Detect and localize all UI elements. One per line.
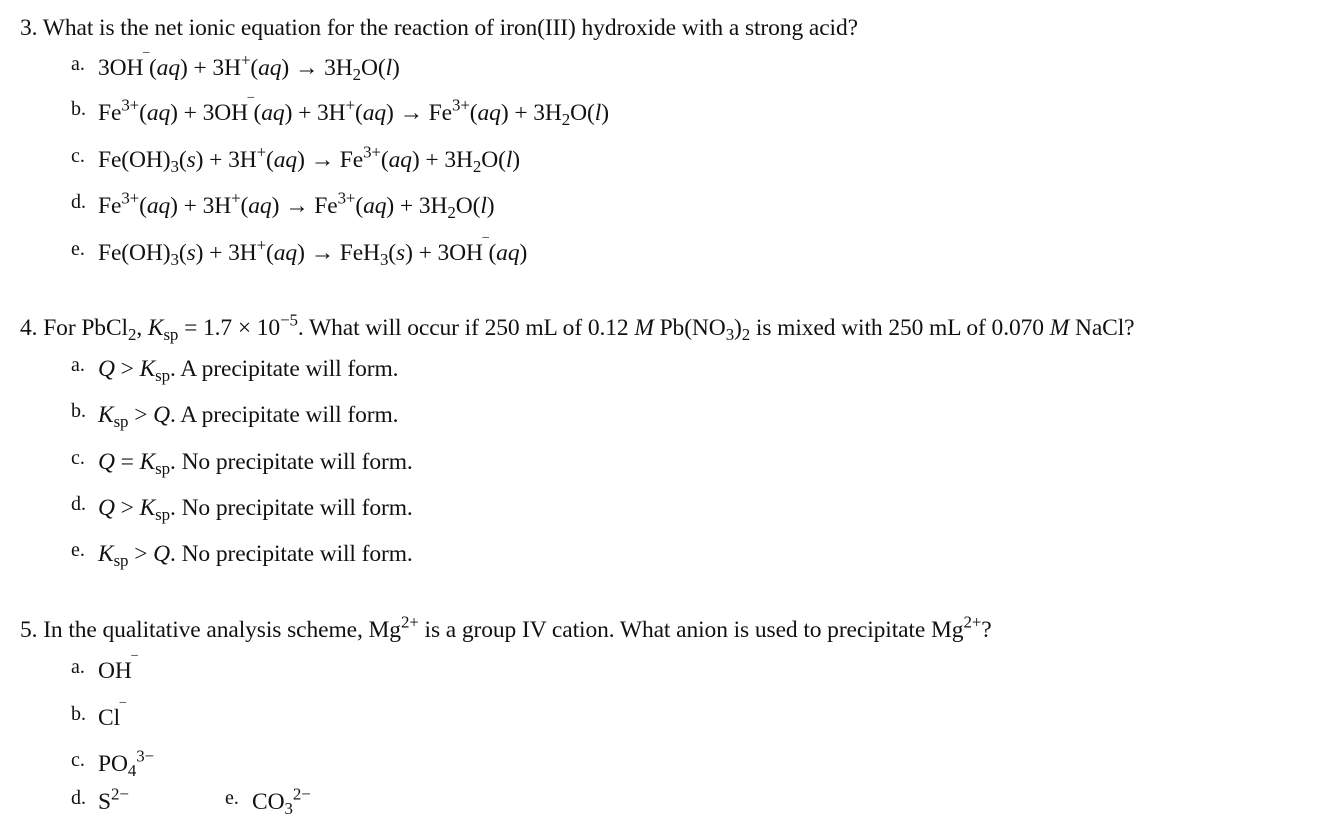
option-text: $Fe(OH)_3(s) + 3H^+(aq) \to FeH_3(s) + 3OH^‾(aq)$ (98, 235, 528, 270)
option-text: $Fe^{3+}(aq) + 3OH^‾(aq) + 3H^+(aq) \to Fe^{3+}(aq) + 3H_2O(l)$ (98, 95, 609, 130)
option-text: $K_{sp} > Q$. No precipitate will form. (98, 541, 413, 571)
option-text: $PO_4^{3-}$ (98, 746, 154, 781)
option-label: a. (71, 354, 85, 376)
option-label: a. (71, 53, 85, 75)
option-text: $S^{2-}$ (98, 784, 129, 815)
option-label: e. (71, 238, 85, 260)
option-label: c. (71, 447, 85, 469)
option-label: e. (71, 539, 85, 561)
option-text: $Q > K_{sp}$. No precipitate will form. (98, 495, 413, 525)
question-4-stem: 4. For PbCl$_2$, $K_{sp} = 1.7 \times 10^{-5}$. What will occur if 250 mL of 0.12 M $Pb(NO_3)_2$ is mixed with 250 mL of 0.070 M NaCl? (20, 310, 1135, 345)
option-label: c. (71, 145, 85, 167)
option-text: $Fe(OH)_3(s) + 3H^+(aq) \to Fe^{3+}(aq) + 3H_2O(l)$ (98, 142, 520, 177)
option-text: Cl‾ (98, 700, 126, 731)
option-label: d. (71, 191, 86, 213)
option-label: e. (225, 787, 239, 809)
option-text: $K_{sp} > Q$. A precipitate will form. (98, 402, 399, 432)
option-text: OH‾ (98, 653, 138, 684)
option-label: d. (71, 787, 86, 809)
option-label: b. (71, 703, 86, 725)
option-label: a. (71, 656, 85, 678)
option-text: $3OH^‾(aq) + 3H^+(aq) \to 3H_2O(l)$ (98, 50, 400, 85)
question-5-stem: 5. In the qualitative analysis scheme, $Mg^{2+}$ is a group IV cation. What anion is used to precipitate $Mg^{2+}$? (20, 612, 992, 643)
option-label: b. (71, 400, 86, 422)
option-text: $Q = K_{sp}$. No precipitate will form. (98, 449, 413, 479)
option-label: d. (71, 493, 86, 515)
option-label: c. (71, 749, 85, 771)
option-text: $Q > K_{sp}$. A precipitate will form. (98, 356, 399, 386)
option-label: b. (71, 98, 86, 120)
option-text: $Fe^{3+}(aq) + 3H^+(aq) \to Fe^{3+}(aq) + 3H_2O(l)$ (98, 188, 495, 223)
option-text: $CO_3^{2-}$ (252, 784, 311, 819)
question-3-stem: 3. What is the net ionic equation for the reaction of iron(III) hydroxide with a strong acid? (20, 15, 858, 41)
